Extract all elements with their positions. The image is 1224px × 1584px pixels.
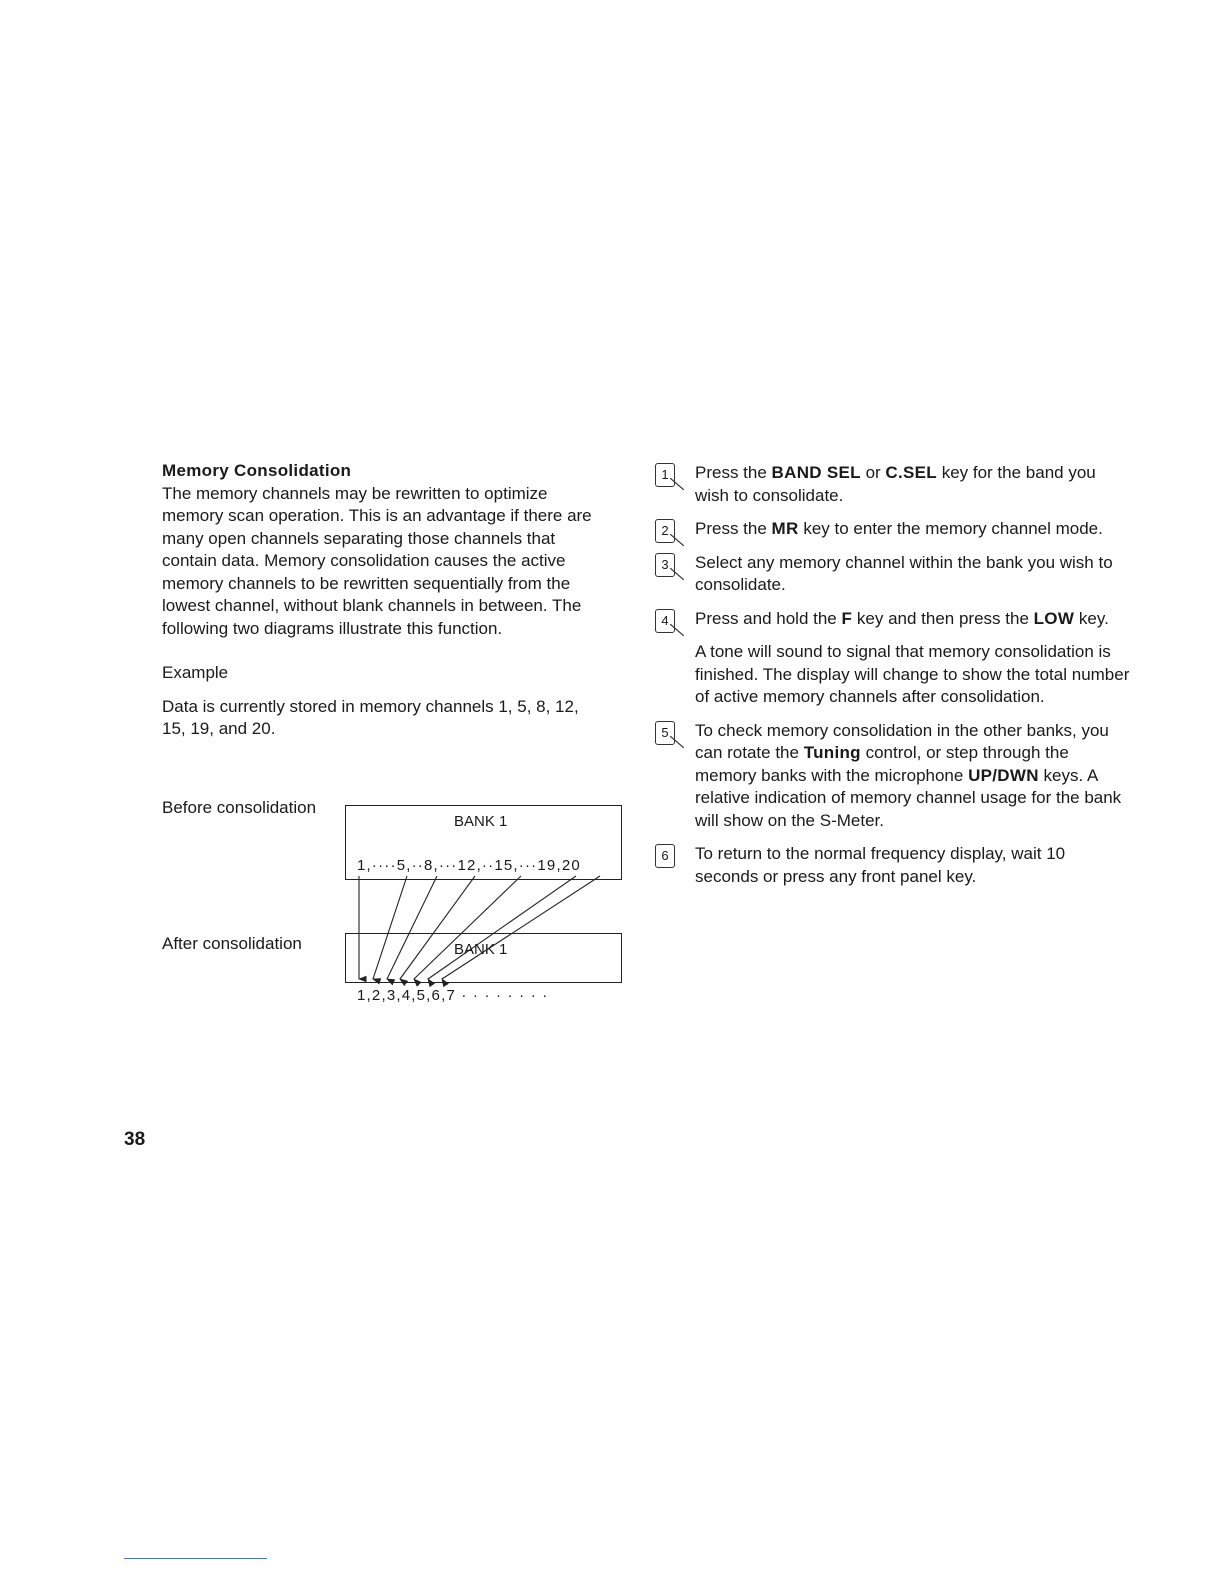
right-column [650, 462, 1130, 899]
arrow-19 [428, 876, 576, 979]
step-number: 4 [655, 609, 675, 633]
step-text: Press the BAND SEL or C.SEL key for the band you wish to consolidate. [695, 463, 1096, 505]
page-number: 38 [124, 1129, 146, 1150]
arrow-5 [373, 876, 407, 979]
step-number: 2 [655, 519, 675, 543]
step-pointer-icon [670, 478, 684, 490]
step-pointer-icon [670, 624, 684, 636]
step-text: Select any memory channel within the bank you wish to consolidate. [695, 552, 1113, 594]
left-column [162, 460, 602, 741]
step-5 [650, 720, 1130, 833]
step-text: To check memory consolidation in the other banks, you can rotate the Tuning control, or step through the memory banks with the microphone UP/DWN keys. A relative indication of memory channel usage for the bank will show on the S-Meter. [695, 720, 1122, 830]
mapping-arrows [162, 798, 632, 998]
example-text: Data is currently stored in memory channels 1, 5, 8, 12, 15, 19, and 20. [162, 696, 579, 738]
before-label: Before consolidation [162, 798, 317, 817]
channels-after: 1,2,3,4,5,6,7 · · · · · · · · [357, 987, 549, 1004]
step-number: 6 [655, 844, 675, 868]
footer-rule [124, 1558, 267, 1559]
section-heading: Memory Consolidation [162, 461, 352, 480]
arrow-12 [400, 876, 475, 979]
step-pointer-icon [670, 568, 684, 580]
section-paragraph: The memory channels may be rewritten to optimize memory scan operation. This is an advantage if there are many open channels separating those channels that contain data. Memory consolidation causes the active memory channels to be rewritten sequentially from the lowest channel, without blank channels in between. The following two diagrams illustrate this function. [162, 483, 592, 638]
step-pointer-icon [670, 534, 684, 546]
consolidation-diagram [162, 798, 632, 1004]
step-text: Press the MR key to enter the memory channel mode. [695, 519, 1103, 538]
after-label: After consolidation [162, 934, 302, 953]
step-text: Press and hold the F key and then press the LOW key. [695, 608, 1109, 628]
step-4 [650, 608, 1130, 631]
step-text: To return to the normal frequency display, wait 10 seconds or press any front panel key. [695, 844, 1066, 886]
step-2 [650, 518, 1130, 541]
step-4-note: A tone will sound to signal that memory consolidation is finished. The display will change to show the total number of active memory channels after consolidation. [695, 642, 1130, 706]
step-number: 3 [655, 553, 675, 577]
step-1 [650, 462, 1130, 507]
step-3 [650, 552, 1130, 597]
arrow-20 [442, 876, 600, 979]
step-6 [650, 843, 1130, 888]
example-label: Example [162, 663, 229, 682]
step-number: 5 [655, 721, 675, 745]
bank-title-after: BANK 1 [454, 941, 508, 958]
step-pointer-icon [670, 736, 684, 748]
bank-title-before: BANK 1 [454, 813, 508, 830]
channels-before: 1,····5,··8,···12,··15,···19,20 [357, 857, 581, 874]
step-number: 1 [655, 463, 675, 487]
